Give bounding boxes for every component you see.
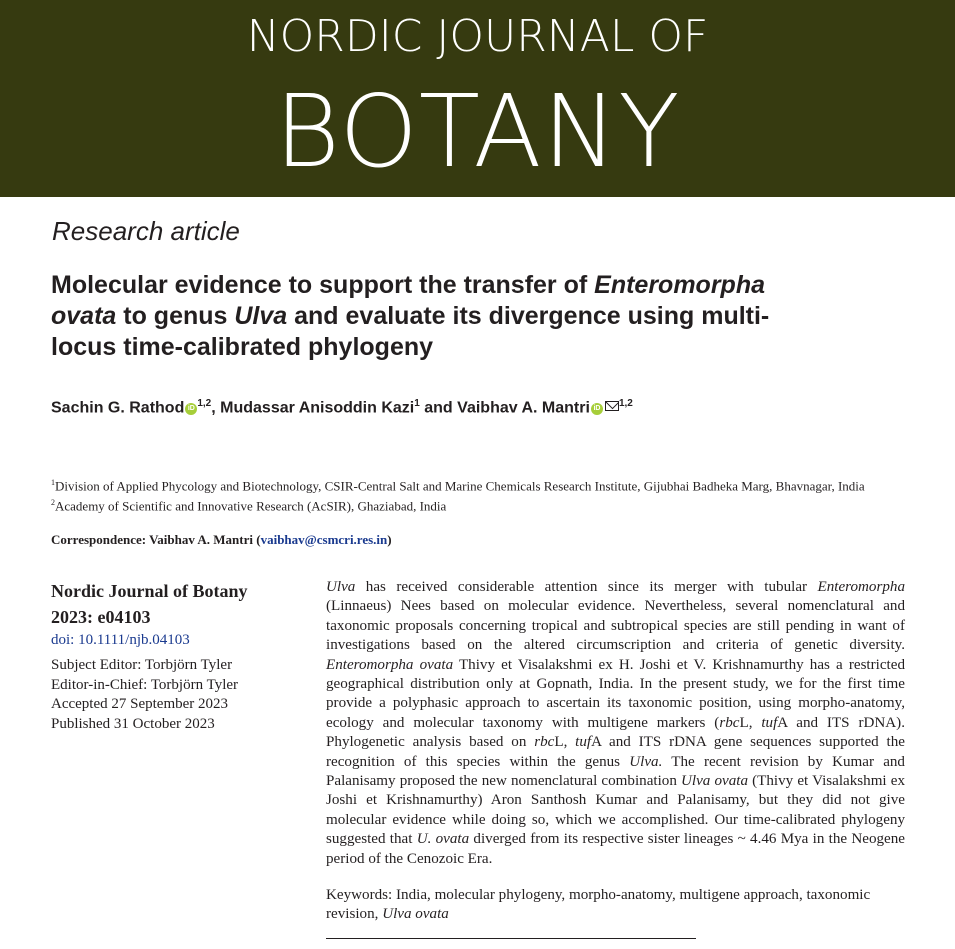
abstract-italic: tuf bbox=[575, 734, 592, 751]
affiliations bbox=[51, 474, 911, 515]
keywords-text: Keywords: India, molecular phylogeny, morpho-anatomy, multigene approach, taxonomic revision, bbox=[326, 887, 871, 923]
article-title bbox=[51, 270, 811, 363]
correspondence-close: ) bbox=[387, 532, 392, 547]
journal-volume: 2023: e04103 bbox=[51, 607, 151, 627]
affiliation-text: Academy of Scientific and Innovative Research (AcSIR), Ghaziabad, India bbox=[55, 498, 447, 514]
author-separator: , bbox=[211, 399, 221, 417]
article-type: Research article bbox=[52, 216, 240, 246]
title-part: and evaluate its divergence using multi-locus time-calibrated phylogeny bbox=[51, 302, 770, 361]
abstract-text: (Linnaeus) Nees based on molecular evidence. Nevertheless, several nomenclatural and taxonomic proposals concerning tropical and subtropical species are still pending in want of investigations based on the altered circumscription and criteria of genetic diversity. bbox=[326, 598, 905, 654]
author-separator: and bbox=[419, 399, 458, 417]
affiliation-item bbox=[51, 494, 911, 514]
abstract-italic: Ulva. bbox=[629, 753, 663, 770]
doi-link[interactable]: doi: 10.1111/njb.04103 bbox=[51, 632, 190, 648]
abstract-italic: Enteromorpha bbox=[817, 579, 905, 595]
title-part: to genus bbox=[116, 302, 235, 330]
journal-info bbox=[51, 578, 311, 734]
published-date: Published 31 October 2023 bbox=[51, 715, 215, 732]
abstract-text: (Thivy et Visalakshmi ex Joshi et Krishnamurthy) Aron Santhosh Kumar and Palanisamy, but they did not give molecular evidence while doing so, which we accomplished. Our time-calibrated phylogeny suggested that bbox=[326, 773, 905, 848]
correspondence bbox=[51, 532, 392, 548]
journal-name: Nordic Journal of Botany bbox=[51, 581, 248, 601]
abstract-text: Thivy et Visalakshmi ex H. Joshi et V. Krishnamurthy has a restricted geographical distribution only at Gopnath, India. In the present study, we for the first time provide a polyphasic approach to ascertain its taxonomic position, using morpho-anatomy, ecology and molecular taxonomy with multigene markers ( bbox=[326, 656, 905, 731]
author-affil: 1 bbox=[414, 398, 420, 409]
abstract-text: L, bbox=[739, 714, 762, 731]
author-name[interactable]: Mudassar Anisoddin Kazi bbox=[220, 399, 415, 417]
correspondence-email-link[interactable]: vaibhav@csmcri.res.in bbox=[260, 532, 388, 547]
abstract bbox=[326, 578, 905, 869]
keywords-italic: Ulva ovata bbox=[382, 906, 449, 923]
abstract-italic: U. ovata bbox=[416, 831, 470, 848]
footnote-divider bbox=[326, 938, 696, 939]
journal-banner-line1: NORDIC JOURNAL OF bbox=[246, 11, 709, 62]
title-italic: Enteromorpha ovata bbox=[51, 271, 766, 330]
email-icon[interactable] bbox=[605, 401, 619, 411]
title-part: Molecular evidence to support the transfer of bbox=[51, 271, 595, 299]
accepted-date: Accepted 27 September 2023 bbox=[51, 696, 229, 712]
abstract-italic: tuf bbox=[761, 714, 778, 731]
title-italic: Ulva bbox=[234, 302, 288, 330]
subject-editor: Subject Editor: Torbjörn Tyler bbox=[51, 657, 233, 673]
affiliation-text: Division of Applied Phycology and Biotechnology, CSIR-Central Salt and Marine Chemicals Research Institute, Gijubhai Badheka Marg, Bhavnagar, India bbox=[55, 478, 865, 494]
editor-in-chief: Editor-in-Chief: Torbjörn Tyler bbox=[51, 676, 239, 693]
journal-banner-line2: BOTANY bbox=[274, 73, 681, 190]
abstract-text: L, bbox=[554, 734, 576, 751]
abstract-italic: rbc bbox=[534, 734, 555, 751]
abstract-italic: rbc bbox=[719, 714, 740, 731]
affiliation-number: 1 bbox=[51, 478, 55, 487]
author-affil: 1,2 bbox=[197, 398, 212, 409]
keywords bbox=[326, 886, 905, 925]
abstract-text: diverged from its respective sister lineages ~ 4.46 Mya in the Neogene period of the Cenozoic Era. bbox=[326, 831, 905, 867]
author-affil: 1,2 bbox=[618, 398, 633, 409]
author-list bbox=[51, 398, 633, 417]
abstract-text: A and ITS rDNA gene sequences supported the recognition of this species within the genus bbox=[326, 734, 905, 770]
correspondence-label: Correspondence: Vaibhav A. Mantri ( bbox=[51, 532, 261, 547]
abstract-italic: Ulva ovata bbox=[681, 773, 749, 790]
abstract-text: A and ITS rDNA). Phylogenetic analysis based on bbox=[326, 714, 905, 751]
abstract-text: The recent revision by Kumar and Palanisamy proposed the new nomenclatural combination bbox=[326, 753, 905, 790]
affiliation-item bbox=[51, 474, 911, 494]
abstract-italic: Ulva bbox=[326, 579, 356, 595]
author-name[interactable]: Vaibhav A. Mantri bbox=[457, 399, 590, 417]
journal-banner bbox=[0, 0, 955, 197]
orcid-icon[interactable]: iD bbox=[185, 403, 197, 415]
abstract-text: has received considerable attention since its merger with tubular bbox=[355, 579, 818, 595]
orcid-icon[interactable]: iD bbox=[591, 403, 603, 415]
author-name[interactable]: Sachin G. Rathod bbox=[51, 399, 185, 417]
affiliation-number: 2 bbox=[51, 498, 55, 508]
abstract-italic: Enteromorpha ovata bbox=[326, 656, 454, 673]
